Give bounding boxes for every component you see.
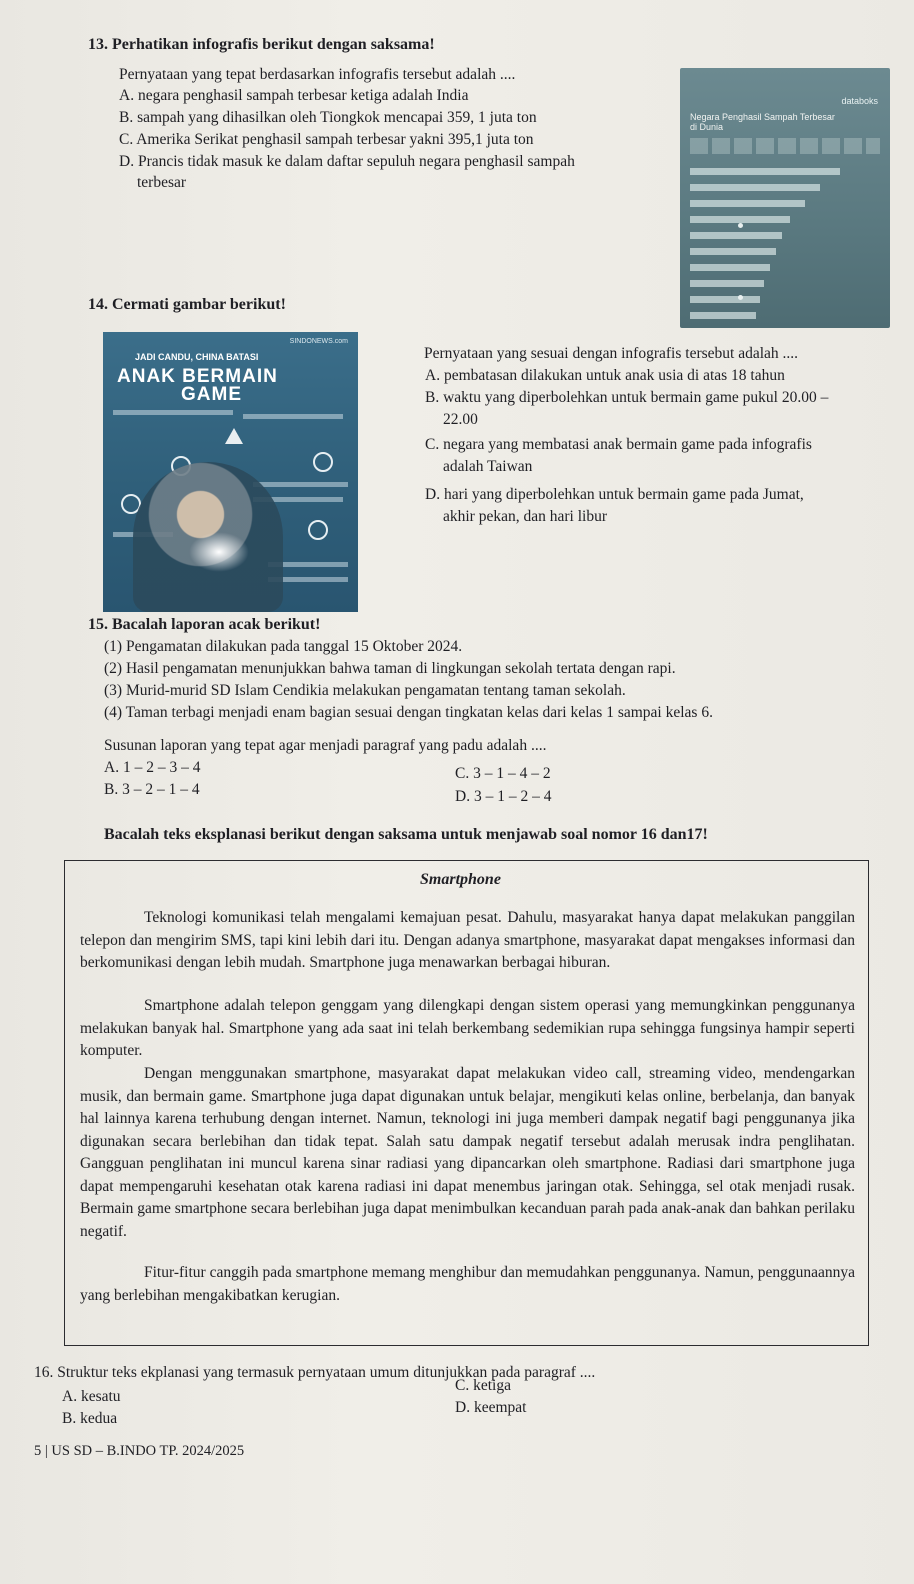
- q15-stem: Susunan laporan yang tepat agar menjadi paragraf yang padu adalah ....: [104, 737, 547, 754]
- waste-infographic: [680, 68, 890, 328]
- q13-option-d-cont: terbesar: [137, 174, 187, 191]
- q15-sentence-2: (2) Hasil pengamatan menunjukkan bahwa taman di lingkungan sekolah tertata dengan rapi.: [104, 660, 676, 677]
- passage-paragraph-4: Fitur-fitur canggih pada smartphone memang menghibur dan memudahkan penggunanya. Namun, penggunaannya yang berlebihan mengakibatkan kerugian.: [80, 1264, 855, 1304]
- chart-bar: [690, 200, 805, 207]
- infographic-headline-1: ANAK BERMAIN: [117, 366, 278, 387]
- q14-option-b[interactable]: B. waktu yang diperbolehkan untuk bermain game pukul 20.00 –: [425, 389, 829, 406]
- warning-icon: [225, 428, 243, 444]
- chart-bar: [690, 184, 820, 191]
- q13-option-d[interactable]: D. Prancis tidak masuk ke dalam daftar sepuluh negara penghasil sampah: [119, 153, 575, 170]
- q14-option-d-cont: akhir pekan, dan hari libur: [443, 508, 607, 525]
- q15-option-b[interactable]: B. 3 – 2 – 1 – 4: [104, 781, 200, 798]
- chart-bar: [690, 312, 756, 319]
- chart-bar: [690, 216, 790, 223]
- q14-title: 14. Cermati gambar berikut!: [88, 296, 286, 313]
- passage-paragraph-2: Smartphone adalah telepon genggam yang dilengkapi dengan sistem operasi yang memungkinkan penggunanya melakukan banyak hal. Smartphone yang ada saat ini telah berkembang sedemikian rupa sehingga fungsinya hampir seperti komputer.: [80, 997, 855, 1059]
- q16-option-b[interactable]: B. kedua: [62, 1410, 118, 1427]
- chart-bar: [690, 280, 764, 287]
- q13-option-a[interactable]: A. negara penghasil sampah terbesar ketiga adalah India: [119, 87, 469, 104]
- q14-option-c-cont: adalah Taiwan: [443, 458, 533, 475]
- q13-title: 13. Perhatikan infografis berikut dengan saksama!: [88, 36, 435, 53]
- q15-title: 15. Bacalah laporan acak berikut!: [88, 616, 321, 633]
- q14-stem: Pernyataan yang sesuai dengan infografis tersebut adalah ....: [424, 345, 799, 362]
- game-infographic: [103, 332, 358, 612]
- q14-option-c[interactable]: C. negara yang membatasi anak bermain game pada infografis: [425, 436, 812, 453]
- q14-option-a[interactable]: A. pembatasan dilakukan untuk anak usia di atas 18 tahun: [425, 367, 785, 384]
- text-block: [253, 482, 348, 487]
- q14-option-d[interactable]: D. hari yang diperbolehkan untuk bermain game pada Jumat,: [425, 486, 804, 503]
- q15-option-c[interactable]: C. 3 – 1 – 4 – 2: [455, 765, 551, 782]
- infographic-kicker: JADI CANDU, CHINA BATASI: [135, 352, 259, 362]
- chart-bar: [690, 232, 782, 239]
- infographic-headline-2: GAME: [181, 384, 242, 405]
- q16-stem: 16. Struktur teks ekplanasi yang termasuk pernyataan umum ditunjukkan pada paragraf ....: [34, 1364, 596, 1381]
- text-block: [113, 410, 233, 415]
- q15-sentence-4: (4) Taman terbagi menjadi enam bagian sesuai dengan tingkatan kelas dari kelas 1 sampai kelas 6.: [104, 704, 713, 721]
- sindonews-logo: SINDONEWS.com: [289, 338, 348, 345]
- q16-option-c[interactable]: C. ketiga: [455, 1377, 511, 1394]
- page-footer: 5 | US SD – B.INDO TP. 2024/2025: [34, 1443, 245, 1459]
- infographic-title: Negara Penghasil Sampah Terbesar di Dunia: [690, 112, 835, 132]
- q14-option-b-cont: 22.00: [443, 411, 478, 428]
- q15-option-d[interactable]: D. 3 – 1 – 2 – 4: [455, 788, 552, 805]
- screen-glow: [189, 532, 249, 572]
- chart-dot: [738, 295, 743, 300]
- q15-option-a[interactable]: A. 1 – 2 – 3 – 4: [104, 759, 201, 776]
- chart-bar: [690, 296, 760, 303]
- passage-title: Smartphone: [420, 871, 501, 888]
- passage-paragraph-1: Teknologi komunikasi telah mengalami kemajuan pesat. Dahulu, masyarakat hanya dapat melakukan panggilan telepon dan mengirim SMS, tapi kini lebih dari itu. Dengan adanya smartphone, masyarakat dapat mengakses informasi dan berkomunikasi dengan lebih mudah. Smartphone juga menawarkan berbagai hiburan.: [80, 909, 855, 971]
- chart-dot: [738, 223, 743, 228]
- moon-icon: [313, 452, 333, 472]
- q16-option-d[interactable]: D. keempat: [455, 1399, 527, 1416]
- q13-option-b[interactable]: B. sampah yang dihasilkan oleh Tiongkok mencapai 359, 1 juta ton: [119, 109, 537, 126]
- text-block: [243, 414, 343, 419]
- chat-icon: [308, 520, 328, 540]
- q13-stem: Pernyataan yang tepat berdasarkan infografis tersebut adalah ....: [119, 66, 516, 83]
- chart-bar: [690, 168, 840, 175]
- passage-paragraph-3: Dengan menggunakan smartphone, masyarakat dapat melakukan video call, streaming video, mendengarkan musik, dan bermain game. Smartphone juga dapat digunakan untuk belajar, mengikuti kelas online, berbelanja, dan banyak hal lainnya karena terhubung dengan internet. Namun, teknologi ini juga memberi dampak negatif bagi penggunanya jika digunakan secara berlebihan dan tidak tepat. Salah satu dampak negatif tersebut adalah merusak indra penglihatan. Gangguan penglihatan ini muncul karena sinar radiasi yang dipancarkan oleh smartphone. Radiasi dari smartphone juga dapat mempengaruhi kesehatan otak karena radiasi ini dapat menembus jaringan otak. Sehingga, sel otak menjadi rusak. Bermain game smartphone secara berlebihan juga dapat menimbulkan kecanduan parah pada anak-anak dan bahkan perilaku negatif.: [80, 1065, 855, 1240]
- chart-bar: [690, 264, 770, 271]
- databoks-logo: databoks: [841, 96, 878, 106]
- infographic-subtitle-block: [690, 138, 880, 154]
- q13-option-c[interactable]: C. Amerika Serikat penghasil sampah terbesar yakni 395,1 juta ton: [119, 131, 534, 148]
- q15-sentence-3: (3) Murid-murid SD Islam Cendikia melakukan pengamatan tentang taman sekolah.: [104, 682, 626, 699]
- q15-sentence-1: (1) Pengamatan dilakukan pada tanggal 15 Oktober 2024.: [104, 638, 463, 655]
- chart-bar: [690, 248, 776, 255]
- passage-instruction: Bacalah teks eksplanasi berikut dengan saksama untuk menjawab soal nomor 16 dan17!: [104, 826, 708, 843]
- q16-option-a[interactable]: A. kesatu: [62, 1388, 121, 1405]
